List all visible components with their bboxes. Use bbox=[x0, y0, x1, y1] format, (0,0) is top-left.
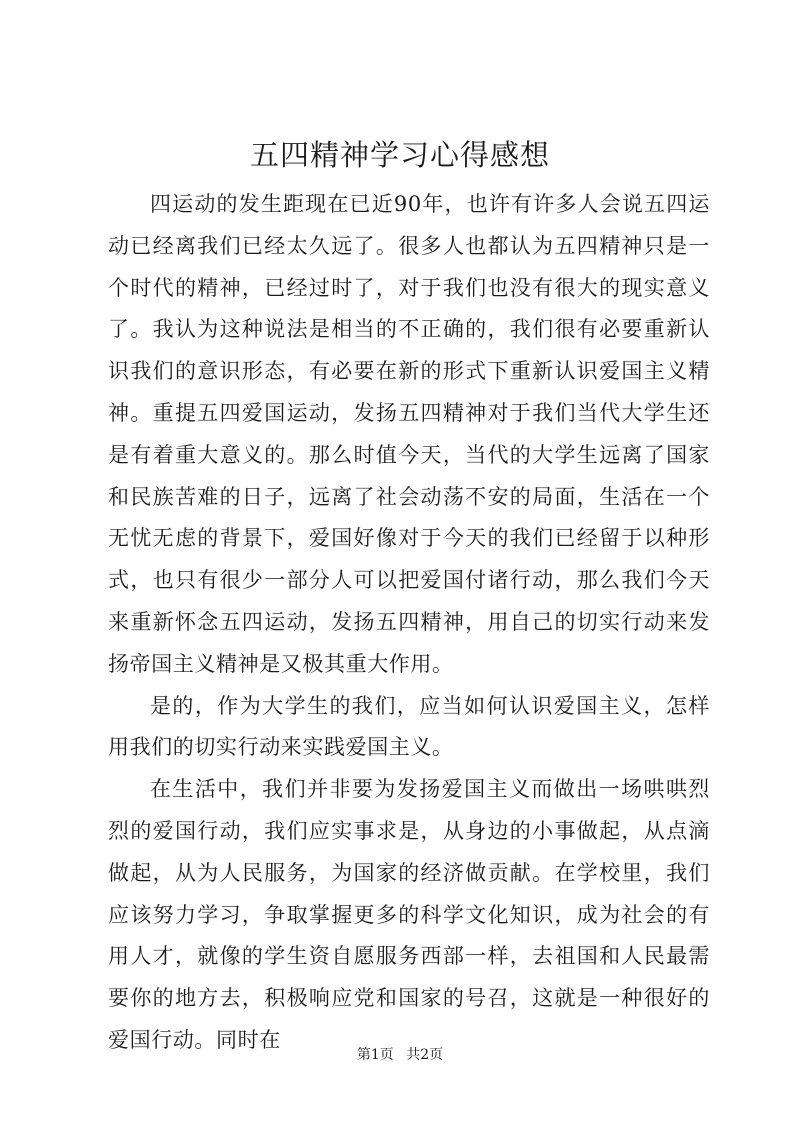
paragraph-2: 是的，作为大学生的我们，应当如何认识爱国主义，怎样用我们的切实行动来实践爱国主义。 bbox=[108, 693, 710, 760]
page-footer bbox=[0, 1045, 800, 1065]
document-body bbox=[108, 184, 710, 1062]
paragraph-3: 在生活中，我们并非要为发扬爱国主义而做出一场哄哄烈烈的爱国行动，我们应实事求是，从身边的小事做起，从点滴做起，从为人民服务，为国家的经济做贡献。在学校里，我们应该努力学习，争取掌握更多的科学文化知识，成为社会的有用人才，就像的学生资自愿服务西部一样，去祖国和人民最需要你的地方去，积极响应党和国家的号召，这就是一种很好的爱国行动。同时在 bbox=[108, 777, 710, 1052]
document-title: 五四精神学习心得感想 bbox=[249, 138, 550, 172]
page-total: 共2页 bbox=[406, 1047, 444, 1063]
paragraph-1: 四运动的发生距现在已近90年，也许有许多人会说五四运动已经离我们已经太久远了。很多人也都认为五四精神只是一个时代的精神，已经过时了，对于我们也没有很大的现实意义了。我认为这种说法是相当的不正确的，我们很有必要重新认识我们的意识形态，有必要在新的形式下重新认识爱国主义精神。重提五四爱国运动，发扬五四精神对于我们当代大学生还是有着重大意义的。那么时值今天，当代的大学生远离了国家和民族苦难的日子，远离了社会动荡不安的局面，生活在一个无忧无虑的背景下，爱国好像对于今天的我们已经留于以种形式，也只有很少一部分人可以把爱国付诸行动，那么我们今天来重新怀念五四运动，发扬五四精神，用自己的切实行动来发扬帝国主义精神是又极其重大作用。 bbox=[108, 192, 710, 676]
page-number: 第1页 bbox=[356, 1047, 394, 1063]
